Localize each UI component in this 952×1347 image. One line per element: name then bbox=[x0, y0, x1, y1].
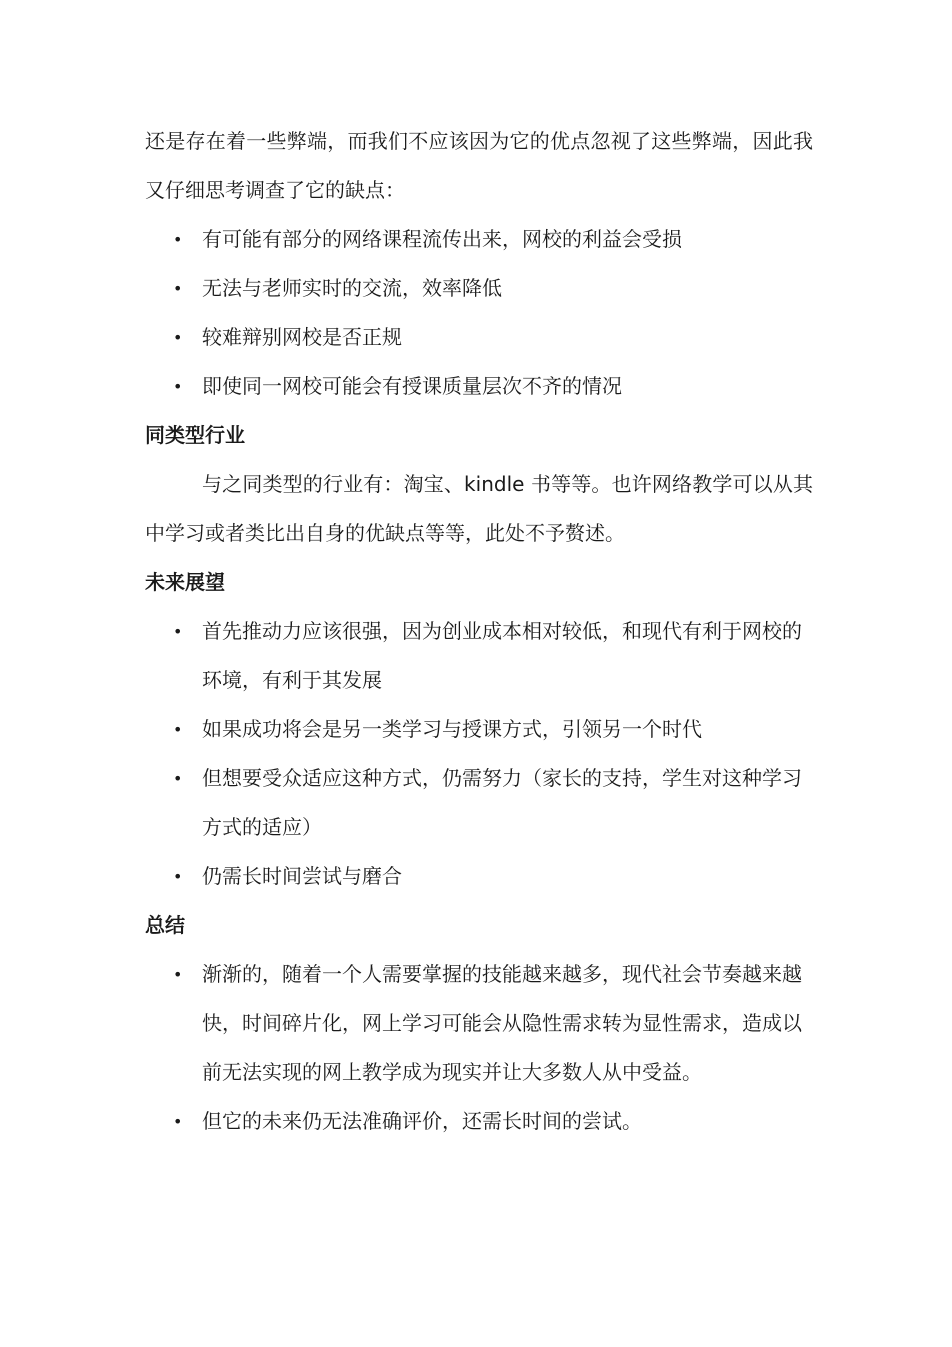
bullet-icon: • bbox=[173, 867, 183, 886]
bullet-icon: • bbox=[173, 328, 183, 347]
bullet-icon: • bbox=[173, 377, 183, 396]
document-body bbox=[145, 117, 813, 1146]
bullet-icon: • bbox=[173, 230, 183, 249]
similar-industry-paragraph: 与之同类型的行业有：淘宝、kindle 书等等。也许网络教学可以从其中学习或者类比出自身的优缺点等等，此处不予赘述。 bbox=[145, 472, 813, 545]
list-item-text: 渐渐的，随着一个人需要掌握的技能越来越多，现代社会节奏越来越快，时间碎片化，网上学习可能会从隐性需求转为显性需求，造成以前无法实现的网上教学成为现实并让大多数人从中受益。 bbox=[202, 962, 802, 1084]
list-item-text: 有可能有部分的网络课程流传出来，网校的利益会受损 bbox=[202, 227, 682, 251]
summary-heading: 总结 bbox=[145, 913, 185, 937]
bullet-icon: • bbox=[173, 769, 183, 788]
drawbacks-list bbox=[145, 215, 813, 411]
intro-paragraph: 还是存在着一些弊端，而我们不应该因为它的优点忽视了这些弊端，因此我又仔细思考调查了它的缺点： bbox=[145, 129, 813, 202]
outlook-list bbox=[145, 607, 813, 901]
list-item-text: 仍需长时间尝试与磨合 bbox=[202, 864, 402, 888]
bullet-icon: • bbox=[173, 1112, 183, 1131]
list-item bbox=[173, 852, 813, 901]
bullet-icon: • bbox=[173, 622, 183, 641]
bullet-icon: • bbox=[173, 965, 183, 984]
list-item bbox=[173, 754, 813, 852]
list-item-text: 无法与老师实时的交流，效率降低 bbox=[202, 276, 502, 300]
list-item bbox=[173, 264, 813, 313]
list-item bbox=[173, 950, 813, 1097]
list-item bbox=[173, 362, 813, 411]
summary-list bbox=[145, 950, 813, 1146]
list-item-text: 但它的未来仍无法准确评价，还需长时间的尝试。 bbox=[202, 1109, 642, 1133]
list-item bbox=[173, 705, 813, 754]
list-item-text: 但想要受众适应这种方式，仍需努力（家长的支持，学生对这种学习方式的适应） bbox=[202, 766, 802, 839]
list-item bbox=[173, 607, 813, 705]
list-item-text: 首先推动力应该很强，因为创业成本相对较低，和现代有利于网校的环境，有利于其发展 bbox=[202, 619, 802, 692]
list-item-text: 即使同一网校可能会有授课质量层次不齐的情况 bbox=[202, 374, 622, 398]
bullet-icon: • bbox=[173, 720, 183, 739]
list-item-text: 较难辩别网校是否正规 bbox=[202, 325, 402, 349]
outlook-heading: 未来展望 bbox=[145, 570, 225, 594]
list-item bbox=[173, 215, 813, 264]
bullet-icon: • bbox=[173, 279, 183, 298]
list-item bbox=[173, 1097, 813, 1146]
list-item-text: 如果成功将会是另一类学习与授课方式，引领另一个时代 bbox=[202, 717, 702, 741]
list-item bbox=[173, 313, 813, 362]
similar-industry-heading: 同类型行业 bbox=[145, 423, 245, 447]
